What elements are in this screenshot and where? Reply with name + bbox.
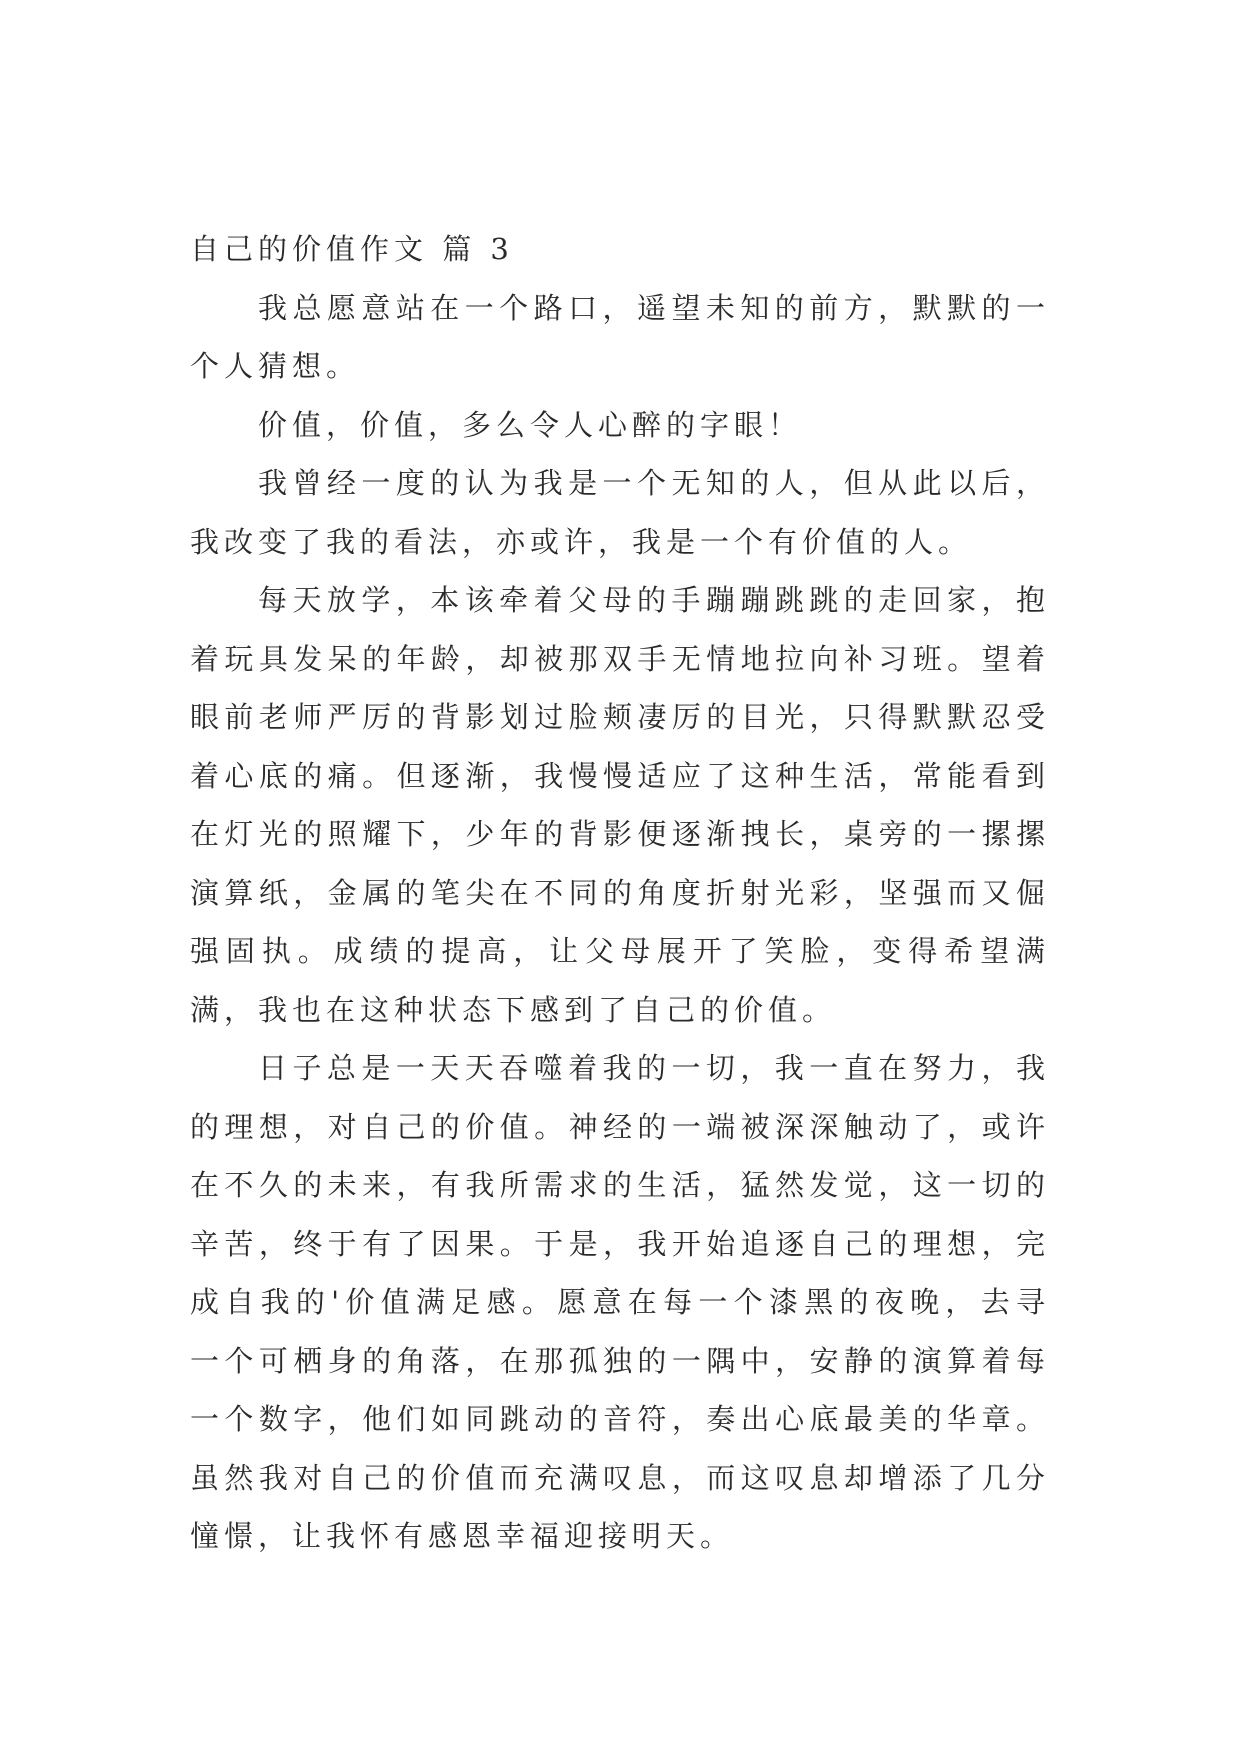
paragraph: 每天放学，本该牵着父母的手蹦蹦跳跳的走回家，抱着玩具发呆的年龄，却被那双手无情地拉向补习班。望着眼前老师严厉的背影划过脸颊凄厉的目光，只得默默忍受着心底的痛。但逐渐，我慢慢适应了这种生活，常能看到在灯光的照耀下，少年的背影便逐渐拽长，桌旁的一摞摞演算纸，金属的笔尖在不同的角度折射光彩，坚强而又倔强固执。成绩的提高，让父母展开了笑脸，变得希望满满，我也在这种状态下感到了自己的价值。 [190, 583, 1050, 1027]
paragraph: 日子总是一天天吞噬着我的一切，我一直在努力，我的理想，对自己的价值。神经的一端被深深触动了，或许在不久的未来，有我所需求的生活，猛然发觉，这一切的辛苦，终于有了因果。于是，我开始追逐自己的理想，完成自我的'价值满足感。愿意在每一个漆黑的夜晚，去寻一个可栖身的角落，在那孤独的一隅中，安静的演算着每一个数字，他们如同跳动的音符，奏出心底最美的华章。虽然我对自己的价值而充满叹息，而这叹息却增添了几分憧憬，让我怀有感恩幸福迎接明天。 [190, 1051, 1050, 1553]
paragraph: 我总愿意站在一个路口，遥望未知的前方，默默的一个人猜想。 [190, 290, 1050, 383]
document-title: 自己的价值作文 篇 3 [190, 232, 514, 266]
paragraph: 价值，价值，多么令人心醉的字眼！ [258, 407, 803, 442]
paragraph: 我曾经一度的认为我是一个无知的人，但从此以后，我改变了我的看法，亦或许，我是一个有价值的人。 [190, 466, 1050, 559]
document-body [190, 220, 1050, 1566]
